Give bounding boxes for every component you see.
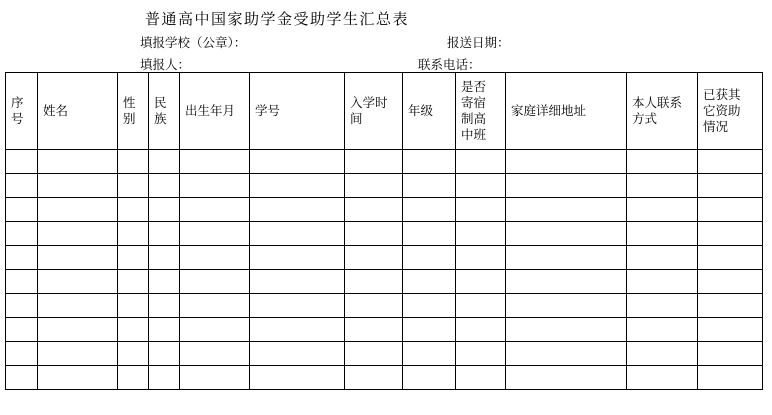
table-cell[interactable]: [403, 222, 456, 246]
table-cell[interactable]: [38, 150, 118, 174]
col-header-contact: 本人联系方式: [627, 73, 698, 150]
table-cell[interactable]: [180, 342, 250, 366]
table-cell[interactable]: [149, 294, 180, 318]
table-cell[interactable]: [345, 318, 403, 342]
table-cell[interactable]: [149, 246, 180, 270]
table-cell[interactable]: [118, 318, 149, 342]
table-cell[interactable]: [38, 174, 118, 198]
table-row: [6, 222, 763, 246]
table-cell[interactable]: [149, 318, 180, 342]
table-row: [6, 246, 763, 270]
phone-label: 联系电话：: [418, 57, 481, 72]
table-cell[interactable]: [698, 198, 763, 222]
table-cell[interactable]: [250, 150, 345, 174]
table-cell[interactable]: [345, 342, 403, 366]
table-cell[interactable]: [180, 198, 250, 222]
table-cell[interactable]: [403, 342, 456, 366]
table-cell[interactable]: [6, 294, 38, 318]
table-row: [6, 150, 763, 174]
table-cell[interactable]: [6, 342, 38, 366]
table-cell[interactable]: [6, 198, 38, 222]
table-cell[interactable]: [38, 294, 118, 318]
table-cell[interactable]: [250, 366, 345, 390]
filler-label: 填报人：: [140, 57, 191, 72]
table-cell[interactable]: [627, 270, 698, 294]
table-cell[interactable]: [456, 294, 506, 318]
table-cell[interactable]: [506, 246, 627, 270]
table-cell[interactable]: [403, 198, 456, 222]
table-cell[interactable]: [250, 294, 345, 318]
col-header-ethnicity: 民族: [149, 73, 180, 150]
table-cell[interactable]: [698, 342, 763, 366]
table-cell[interactable]: [6, 222, 38, 246]
col-header-student-id: 学号: [250, 73, 345, 150]
table-row: [6, 270, 763, 294]
table-cell[interactable]: [345, 270, 403, 294]
table-cell[interactable]: [180, 150, 250, 174]
table-cell[interactable]: [118, 270, 149, 294]
table-cell[interactable]: [38, 366, 118, 390]
table-cell[interactable]: [118, 150, 149, 174]
table-cell[interactable]: [506, 366, 627, 390]
table-cell[interactable]: [627, 198, 698, 222]
table-cell[interactable]: [149, 342, 180, 366]
table-row: [6, 294, 763, 318]
table-cell[interactable]: [118, 366, 149, 390]
table-cell[interactable]: [456, 150, 506, 174]
col-header-address: 家庭详细地址: [506, 73, 627, 150]
table-cell[interactable]: [627, 294, 698, 318]
table-cell[interactable]: [38, 222, 118, 246]
table-cell[interactable]: [6, 270, 38, 294]
table-cell[interactable]: [149, 270, 180, 294]
table-cell[interactable]: [38, 318, 118, 342]
table-row: [6, 366, 763, 390]
table-cell[interactable]: [698, 150, 763, 174]
table-cell[interactable]: [506, 198, 627, 222]
table-body: [6, 150, 763, 390]
table-row: [6, 198, 763, 222]
table-cell[interactable]: [345, 198, 403, 222]
table-cell[interactable]: [506, 318, 627, 342]
table-cell[interactable]: [403, 246, 456, 270]
col-header-seq: 序号: [6, 73, 38, 150]
table-cell[interactable]: [250, 342, 345, 366]
table-cell[interactable]: [180, 246, 250, 270]
table-cell[interactable]: [149, 174, 180, 198]
table-cell[interactable]: [627, 318, 698, 342]
table-cell[interactable]: [250, 198, 345, 222]
student-summary-table: [5, 72, 763, 390]
table-cell[interactable]: [6, 246, 38, 270]
table-row: [6, 318, 763, 342]
table-cell[interactable]: [403, 270, 456, 294]
table-cell[interactable]: [456, 318, 506, 342]
table-cell[interactable]: [456, 222, 506, 246]
col-header-enroll-time: 入学时间: [345, 73, 403, 150]
table-cell[interactable]: [6, 174, 38, 198]
table-cell[interactable]: [403, 174, 456, 198]
school-label: 填报学校（公章）：: [140, 35, 247, 50]
table-cell[interactable]: [6, 150, 38, 174]
table-cell[interactable]: [627, 246, 698, 270]
table-cell[interactable]: [698, 174, 763, 198]
table-cell[interactable]: [118, 294, 149, 318]
table-cell[interactable]: [345, 150, 403, 174]
table-cell[interactable]: [456, 246, 506, 270]
table-cell[interactable]: [250, 318, 345, 342]
col-header-grade: 年级: [403, 73, 456, 150]
table-row: [6, 174, 763, 198]
table-cell[interactable]: [38, 246, 118, 270]
table-cell[interactable]: [250, 222, 345, 246]
table-cell[interactable]: [698, 366, 763, 390]
table-cell[interactable]: [698, 318, 763, 342]
col-header-gender: 性别: [118, 73, 149, 150]
table-cell[interactable]: [149, 222, 180, 246]
date-label: 报送日期：: [447, 35, 510, 50]
table-cell[interactable]: [506, 222, 627, 246]
table-cell[interactable]: [118, 342, 149, 366]
table-cell[interactable]: [180, 318, 250, 342]
table-cell[interactable]: [38, 342, 118, 366]
table-cell[interactable]: [627, 150, 698, 174]
table-cell[interactable]: [180, 294, 250, 318]
table-cell[interactable]: [6, 318, 38, 342]
table-cell[interactable]: [345, 366, 403, 390]
col-header-other-aid: 已获其它资助情况: [698, 73, 763, 150]
table-cell[interactable]: [403, 294, 456, 318]
table-cell[interactable]: [38, 270, 118, 294]
table-cell[interactable]: [506, 270, 627, 294]
table-cell[interactable]: [506, 150, 627, 174]
table-cell[interactable]: [506, 174, 627, 198]
table-cell[interactable]: [38, 198, 118, 222]
table-row: [6, 342, 763, 366]
col-header-birth: 出生年月: [180, 73, 250, 150]
table-cell[interactable]: [180, 270, 250, 294]
table-cell[interactable]: [698, 294, 763, 318]
table-cell[interactable]: [250, 246, 345, 270]
table-cell[interactable]: [403, 366, 456, 390]
table-cell[interactable]: [627, 222, 698, 246]
table-cell[interactable]: [345, 174, 403, 198]
table-cell[interactable]: [627, 174, 698, 198]
table-cell[interactable]: [403, 318, 456, 342]
col-header-boarding: 是否寄宿制高中班: [456, 73, 506, 150]
table-cell[interactable]: [118, 222, 149, 246]
table-cell[interactable]: [698, 222, 763, 246]
table-cell[interactable]: [627, 342, 698, 366]
table-cell[interactable]: [456, 174, 506, 198]
header-row: [6, 73, 763, 150]
table-cell[interactable]: [456, 342, 506, 366]
table-cell[interactable]: [118, 246, 149, 270]
table-cell[interactable]: [345, 246, 403, 270]
table-cell[interactable]: [149, 198, 180, 222]
table-cell[interactable]: [250, 270, 345, 294]
table-cell[interactable]: [506, 342, 627, 366]
table-cell[interactable]: [456, 198, 506, 222]
table-cell[interactable]: [180, 174, 250, 198]
table-cell[interactable]: [250, 174, 345, 198]
table-cell[interactable]: [506, 294, 627, 318]
table-cell[interactable]: [456, 366, 506, 390]
table-cell[interactable]: [403, 150, 456, 174]
table-cell[interactable]: [345, 222, 403, 246]
table-cell[interactable]: [149, 150, 180, 174]
table-cell[interactable]: [118, 174, 149, 198]
table-cell[interactable]: [698, 270, 763, 294]
form-title: 普通高中国家助学金受助学生汇总表: [145, 10, 410, 28]
table-cell[interactable]: [627, 366, 698, 390]
table-cell[interactable]: [180, 222, 250, 246]
table-cell[interactable]: [118, 198, 149, 222]
table-cell[interactable]: [149, 366, 180, 390]
table-cell[interactable]: [698, 246, 763, 270]
col-header-name: 姓名: [38, 73, 118, 150]
table-cell[interactable]: [180, 366, 250, 390]
table-cell[interactable]: [345, 294, 403, 318]
table-cell[interactable]: [6, 366, 38, 390]
table-cell[interactable]: [456, 270, 506, 294]
